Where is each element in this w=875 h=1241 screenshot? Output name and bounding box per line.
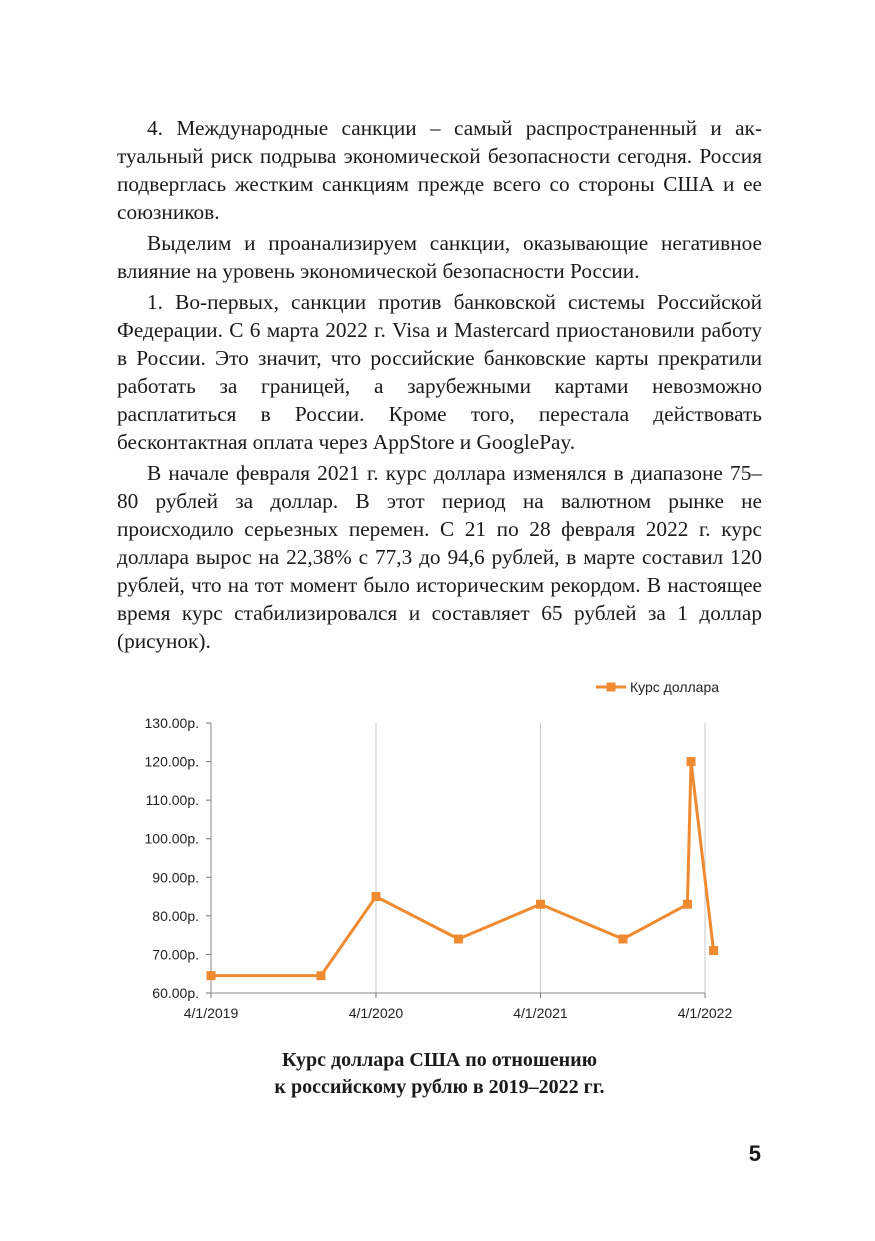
paragraph-banking-sanctions: 1. Во-первых, санкции против банковской системы Российской Федерации. С 6 марта 2022 г. Visa и Mastercard приостановили работу в России. Это значит, что российские банковские карты прекратили работать за границей, а зарубежными картами невозможно расплатиться в России. Кроме того, перестала действовать бесконтактная оплата через AppStore и GooglePay.	[117, 290, 762, 454]
y-tick-label: 130.00р.	[144, 715, 199, 731]
y-tick-label: 120.00р.	[144, 753, 199, 770]
data-point-marker	[687, 757, 696, 766]
data-point-marker	[371, 892, 380, 901]
chart-gridlines	[211, 723, 705, 993]
data-point-marker	[207, 971, 216, 980]
y-tick-label: 60.00р.	[152, 985, 199, 1001]
paragraph-exchange-rate: В начале февраля 2021 г. курс доллара изменялся в диапазоне 75–80 рублей за доллар. В этот период на валютном рынке не происходило серьезных перемен. С 21 по 28 февраля 2022 г. курс доллара вырос на 22,38% с 77,3 до 94,6 рублей, в марте составил 120 рублей, что на тот момент было историческим рекордом. В настоящее время курс стабилизировался и составляет 65 рублей за 1 доллар (рисунок).	[117, 461, 762, 653]
caption-line-1: Курс доллара США по отношению	[282, 1049, 597, 1071]
caption-line-2: к российскому рублю в 2019–2022 гг.	[274, 1076, 605, 1098]
x-tick-label: 4/1/2021	[513, 1005, 568, 1021]
data-point-marker	[709, 946, 718, 955]
x-tick-label: 4/1/2020	[348, 1005, 404, 1021]
data-point-marker	[683, 900, 692, 909]
page-number: 5	[748, 1141, 761, 1166]
data-point-marker	[316, 971, 325, 980]
figure-caption	[117, 1047, 762, 1101]
chart-series	[207, 757, 719, 980]
legend-marker-sample	[607, 683, 616, 692]
y-tick-label: 110.00р.	[145, 792, 199, 809]
data-point-marker	[618, 935, 627, 944]
x-tick-label: 4/1/2019	[183, 1005, 239, 1021]
y-tick-label: 90.00р.	[152, 869, 199, 886]
y-tick-label: 70.00р.	[152, 946, 199, 963]
chart-legend	[596, 679, 719, 695]
y-tick-label: 80.00р.	[152, 907, 199, 924]
data-point-marker	[536, 900, 545, 909]
paragraph-sanctions-risk: 4. Международные санкции – самый распространенный и актуальный риск подрыва экономической безопасности сегодня. Россия подверглась жестким санкциям прежде всего со стороны США и ее союзников.	[117, 116, 762, 224]
x-tick-label: 4/1/2022	[677, 1005, 733, 1021]
y-tick-label: 100.00р.	[144, 830, 199, 847]
dollar-rate-line	[211, 762, 714, 976]
paragraph-analysis-intro: Выделим и проанализируем санкции, оказывающие негативное влияние на уровень экономической безопасности России.	[117, 231, 762, 283]
legend-label: Курс доллара	[630, 679, 720, 695]
data-point-marker	[454, 935, 463, 944]
